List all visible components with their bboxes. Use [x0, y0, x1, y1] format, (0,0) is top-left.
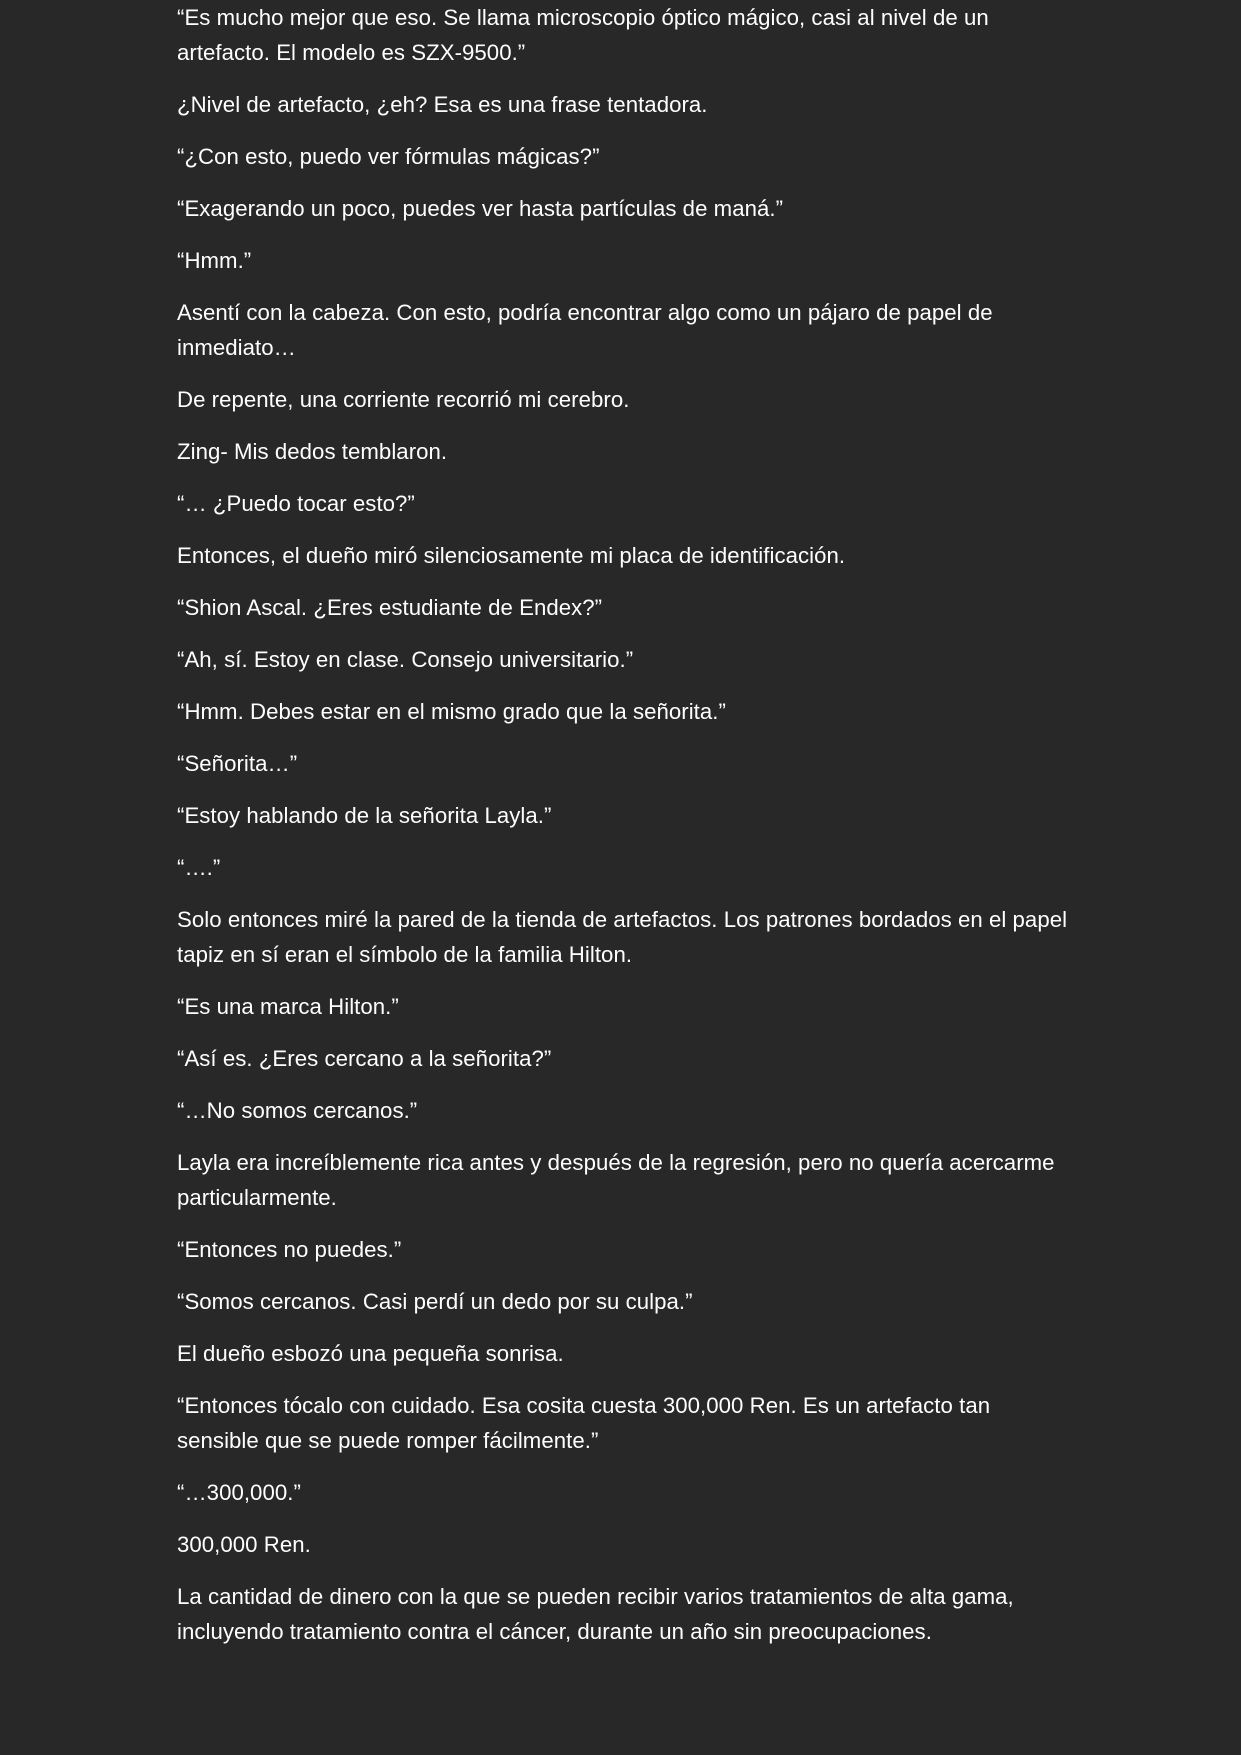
paragraph-careful-price: “Entonces tócalo con cuidado. Esa cosita cuesta 300,000 Ren. Es un artefacto tan sensible que se puede romper fácilmente.” — [177, 1393, 991, 1453]
paragraph-shion-ascal: “Shion Ascal. ¿Eres estudiante de Endex?” — [177, 595, 603, 620]
paragraph-ellipsis: “….” — [177, 855, 221, 880]
paragraph-hmm: “Hmm.” — [177, 248, 252, 273]
paragraph-magic-formulas-question: “¿Con esto, puedo ver fórmulas mágicas?” — [177, 144, 600, 169]
paragraph-hilton-brand: “Es una marca Hilton.” — [177, 994, 399, 1019]
paragraph-id-badge: Entonces, el dueño miró silenciosamente mi placa de identificación. — [177, 543, 846, 568]
paragraph-mana-particles: “Exagerando un poco, puedes ver hasta partículas de maná.” — [177, 196, 784, 221]
paragraph-300000: “…300,000.” — [177, 1480, 301, 1505]
paragraph-paper-bird: Asentí con la cabeza. Con esto, podría encontrar algo como un pájaro de papel de inmediato… — [177, 300, 993, 360]
paragraph-artifact-level: ¿Nivel de artefacto, ¿eh? Esa es una frase tentadora. — [177, 92, 708, 117]
paragraph-hilton-wall: Solo entonces miré la pared de la tienda de artefactos. Los patrones bordados en el papel tapiz en sí eran el símbolo de la familia Hilton. — [177, 907, 1068, 967]
paragraph-can-i-touch: “… ¿Puedo tocar esto?” — [177, 491, 415, 516]
paragraph-then-you-cannot: “Entonces no puedes.” — [177, 1237, 402, 1262]
paragraph-layla: “Estoy hablando de la señorita Layla.” — [177, 803, 552, 828]
paragraph-fingers-tremble: Zing- Mis dedos temblaron. — [177, 439, 448, 464]
paragraph-lost-finger: “Somos cercanos. Casi perdí un dedo por su culpa.” — [177, 1289, 693, 1314]
paragraph-same-grade: “Hmm. Debes estar en el mismo grado que la señorita.” — [177, 699, 726, 724]
paragraph-layla-rich: Layla era increíblemente rica antes y después de la regresión, pero no quería acercarme particularmente. — [177, 1150, 1055, 1210]
paragraph-small-smile: El dueño esbozó una pequeña sonrisa. — [177, 1341, 564, 1366]
paragraph-300000-ren: 300,000 Ren. — [177, 1532, 311, 1557]
paragraph-not-close: “…No somos cercanos.” — [177, 1098, 418, 1123]
paragraph-university-council: “Ah, sí. Estoy en clase. Consejo universitario.” — [177, 647, 634, 672]
paragraph-microscope-description: “Es mucho mejor que eso. Se llama microscopio óptico mágico, casi al nivel de un artefacto. El modelo es SZX-9500.” — [177, 5, 989, 65]
paragraph-senorita: “Señorita…” — [177, 751, 298, 776]
paragraph-close-question: “Así es. ¿Eres cercano a la señorita?” — [177, 1046, 552, 1071]
paragraph-current-brain: De repente, una corriente recorrió mi cerebro. — [177, 387, 630, 412]
paragraph-treatment-cost: La cantidad de dinero con la que se pueden recibir varios tratamientos de alta gama, incluyendo tratamiento contra el cáncer, durante un año sin preocupaciones. — [177, 1584, 1014, 1644]
